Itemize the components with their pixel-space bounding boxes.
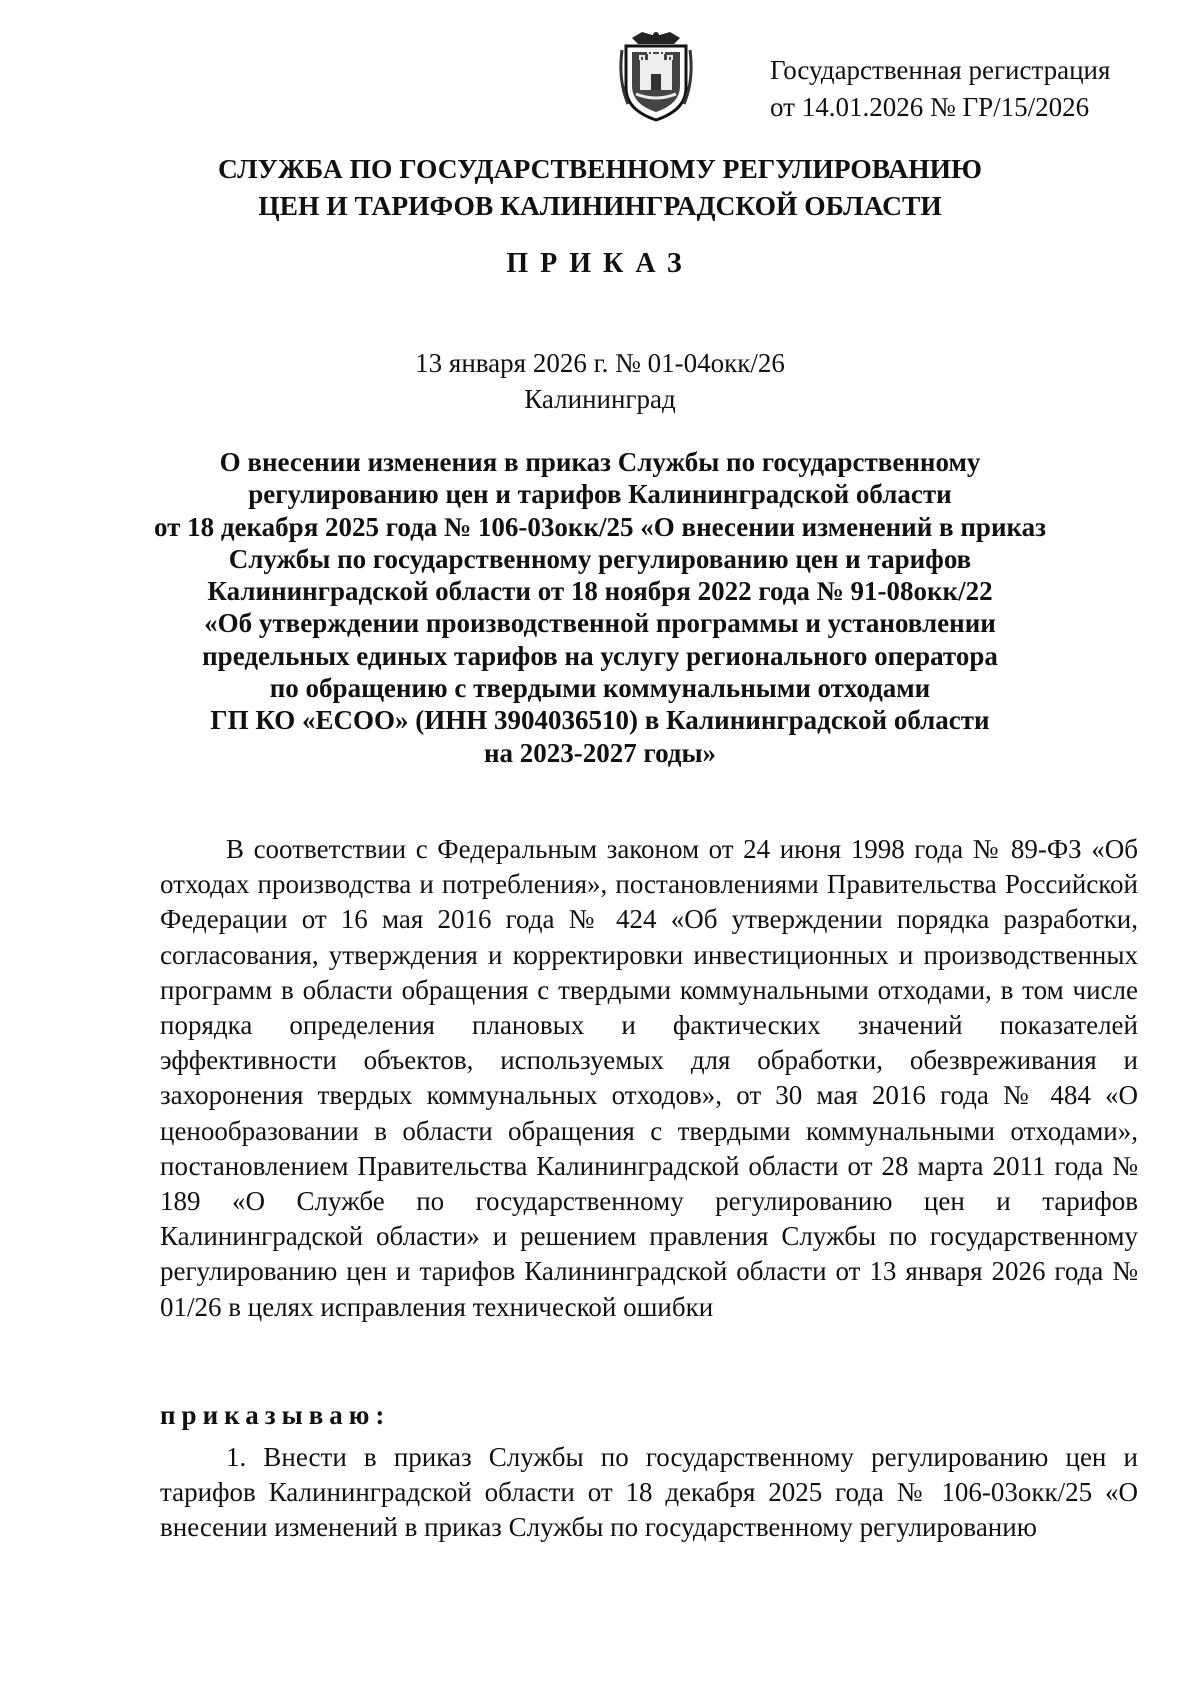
- subject-line: ГП КО «ЕСОО» (ИНН 3904036510) в Калининградской области: [210, 705, 990, 736]
- subject-line: регулированию цен и тарифов Калининградской области: [248, 479, 952, 510]
- subject-line: О внесении изменения в приказ Службы по государственному: [219, 447, 981, 477]
- preamble-paragraph: В соответствии с Федеральным законом от 24 июня 1998 года № 89-ФЗ «Об отходах производства и потребления», постановлениями Правительства Российской Федерации от 16 мая 2016 года № 424 «Об утверждении порядка разработки, согласования, утверждения и корректировки инвестиционных и производственных программ в области обращения с твердыми коммунальными отходами, в том числе порядка определения плановых и фактических значений показателей эффективности объектов, используемых для обработки, обезвреживания и захоронения твердых коммунальных отходов», от 30 мая 2016 года № 484 «О ценообразовании в области обращения с твердыми коммунальными отходами», постановлением Правительства Калининградской области от 28 марта 2011 года № 189 «О Службе по государственному регулированию цен и тарифов Калининградской области» и решением правления Службы по государственному регулированию цен и тарифов Калининградской области от 13 января 2026 года № 01/26 в целях исправления технической ошибки: [160, 834, 1138, 1322]
- subject-line: по обращению с твердыми коммунальными отходами: [269, 673, 931, 704]
- subject-line: на 2023-2027 годы»: [483, 737, 717, 768]
- subject-line: Службы по государственному регулированию цен и тарифов: [228, 543, 972, 574]
- order-date-number: 13 января 2026 г. № 01-04окк/26: [415, 348, 785, 378]
- registration-label: Государственная регистрация: [770, 55, 1111, 85]
- agency-name: [100, 150, 1100, 224]
- order-city: Калининград: [524, 384, 676, 414]
- subject-line: «Об утверждении производственной программы и установлении: [204, 608, 996, 639]
- subject-line: от 18 декабря 2025 года № 106-03окк/25 «О внесении изменений в приказ: [153, 511, 1046, 542]
- state-registration-stamp: [770, 52, 1150, 126]
- order-subject-title: [130, 446, 1070, 769]
- agency-name-line: СЛУЖБА ПО ГОСУДАРСТВЕННОМУ РЕГУЛИРОВАНИЮ: [218, 153, 982, 184]
- decree-word: приказываю:: [160, 1400, 391, 1430]
- subject-line: Калининградской области от 18 ноября 2022 года № 91-08окк/22: [207, 576, 993, 607]
- clause-1-paragraph: 1. Внести в приказ Службы по государственному регулированию цен и тарифов Калининградской области от 18 декабря 2025 года № 106-03окк/25 «О внесении изменений в приказ Службы по государственному регулированию: [160, 1442, 1138, 1543]
- registration-number: от 14.01.2026 № ГР/15/2026: [770, 92, 1090, 122]
- kaliningrad-region-coat-of-arms-icon: [618, 30, 694, 122]
- agency-name-line: ЦЕН И ТАРИФОВ КАЛИНИНГРАДСКОЙ ОБЛАСТИ: [258, 190, 942, 221]
- document-type-heading: ПРИКАЗ: [506, 248, 694, 279]
- subject-line: предельных единых тарифов на услугу регионального оператора: [202, 640, 998, 671]
